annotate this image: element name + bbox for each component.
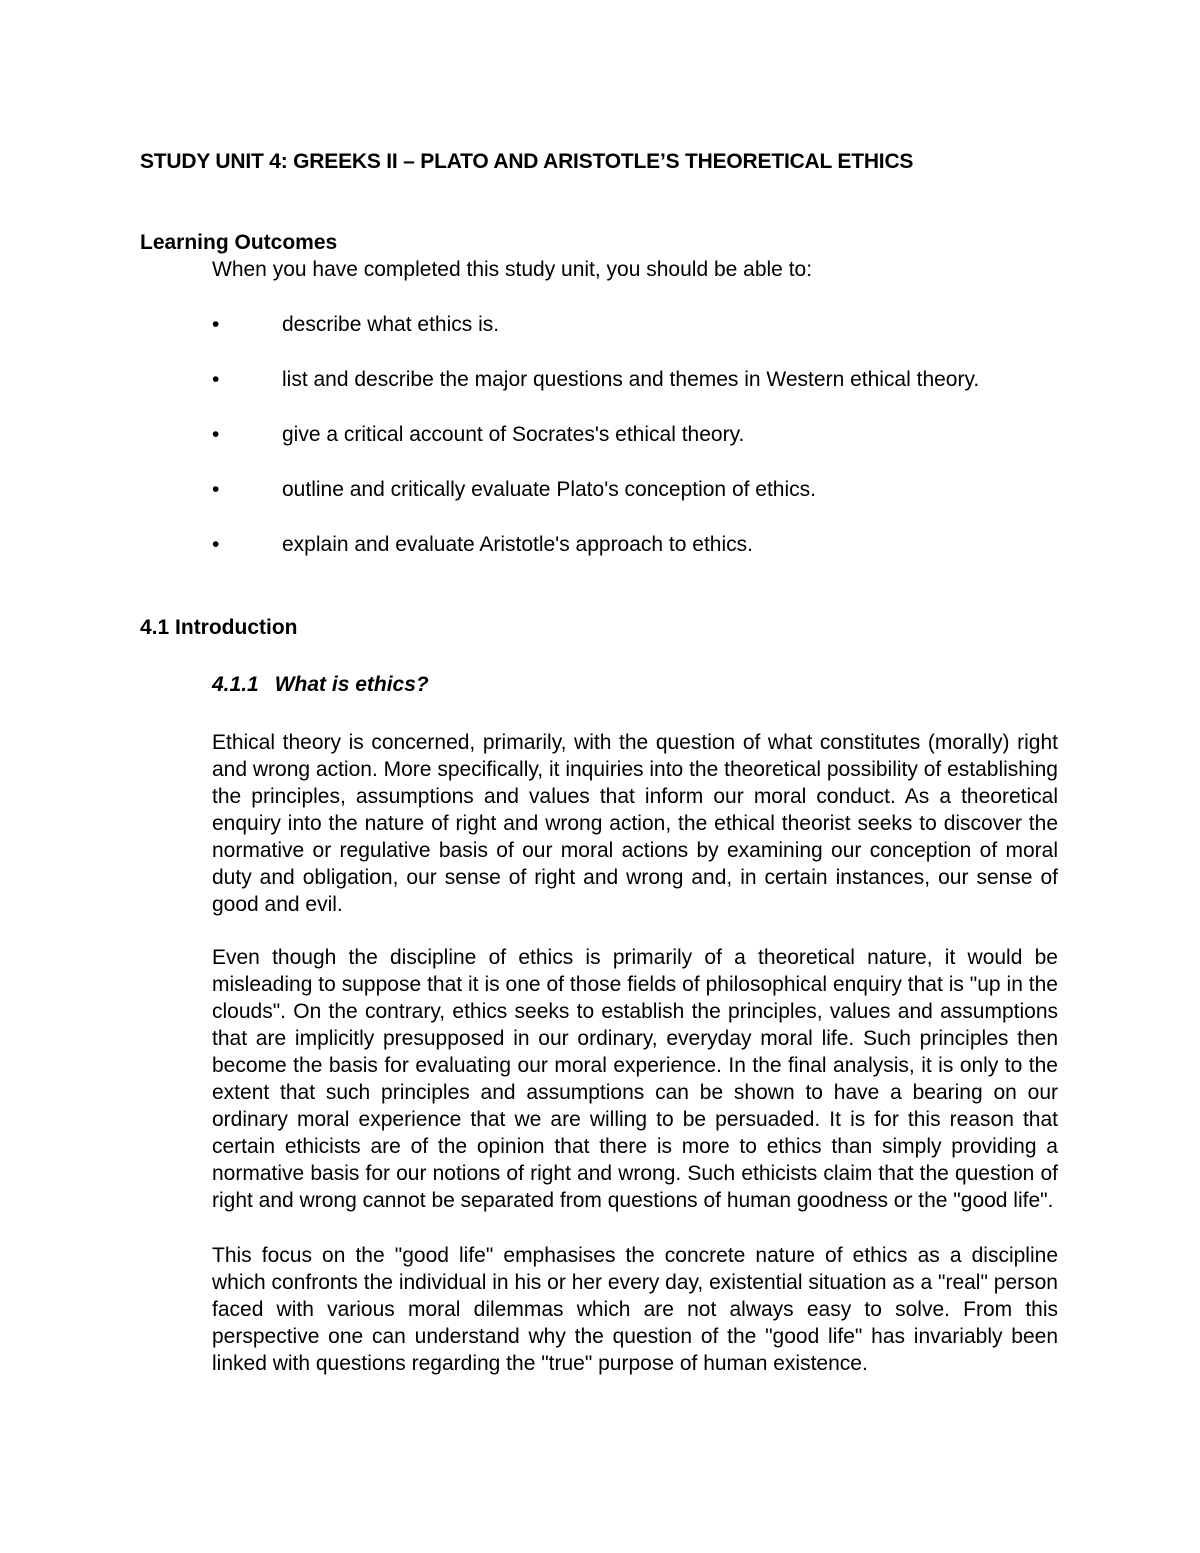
bullet-icon: • [212,368,220,391]
bullet-icon: • [212,423,220,446]
bullet-icon: • [212,478,220,501]
outcome-text: outline and critically evaluate Plato's conception of ethics. [282,478,816,501]
outcome-text: describe what ethics is. [282,313,500,336]
bullet-icon: • [212,313,220,336]
section-heading: 4.1 Introduction [140,616,298,639]
subsection-heading [212,673,429,697]
outcome-text: list and describe the major questions and themes in Western ethical theory. [282,368,980,391]
outcome-text: give a critical account of Socrates's ethical theory. [282,423,745,446]
document-title: STUDY UNIT 4: GREEKS II – PLATO AND ARISTOTLE’S THEORETICAL ETHICS [140,150,914,173]
learning-outcomes-heading: Learning Outcomes [140,231,338,254]
learning-outcomes-intro: When you have completed this study unit, you should be able to: [212,258,813,281]
body-paragraph: This focus on the "good life" emphasises the concrete nature of ethics as a discipline which confronts the individual in his or her every day, existential situation as a "real" person faced with various moral dilemmas which are not always easy to solve. From this perspective one can understand why the question of the "good life" has invariably been linked with questions regarding the "true" purpose of human existence. [212,1244,1058,1375]
bullet-icon: • [212,533,220,556]
subsection-number: 4.1.1 [212,673,259,696]
body-paragraph: Even though the discipline of ethics is primarily of a theoretical nature, it would be misleading to suppose that it is one of those fields of philosophical enquiry that is "up in the clouds". On the contrary, ethics seeks to establish the principles, values and assumptions that are implicitly presupposed in our ordinary, everyday moral life. Such principles then become the basis for evaluating our moral experience. In the final analysis, it is only to the extent that such principles and assumptions can be shown to have a bearing on our ordinary moral experience that we are willing to be persuaded. It is for this reason that certain ethicists are of the opinion that there is more to ethics than simply providing a normative basis for our notions of right and wrong. Such ethicists claim that the question of right and wrong cannot be separated from questions of human goodness or the "good life". [212,946,1058,1212]
outcome-text: explain and evaluate Aristotle's approach to ethics. [282,533,753,556]
subsection-title: What is ethics? [274,673,429,696]
body-paragraph: Ethical theory is concerned, primarily, with the question of what constitutes (morally) right and wrong action. More specifically, it inquiries into the theoretical possibility of establishing the principles, assumptions and values that inform our moral conduct. As a theoretical enquiry into the nature of right and wrong action, the ethical theorist seeks to discover the normative or regulative basis of our moral actions by examining our conception of moral duty and obligation, our sense of right and wrong and, in certain instances, our sense of good and evil. [212,731,1058,916]
